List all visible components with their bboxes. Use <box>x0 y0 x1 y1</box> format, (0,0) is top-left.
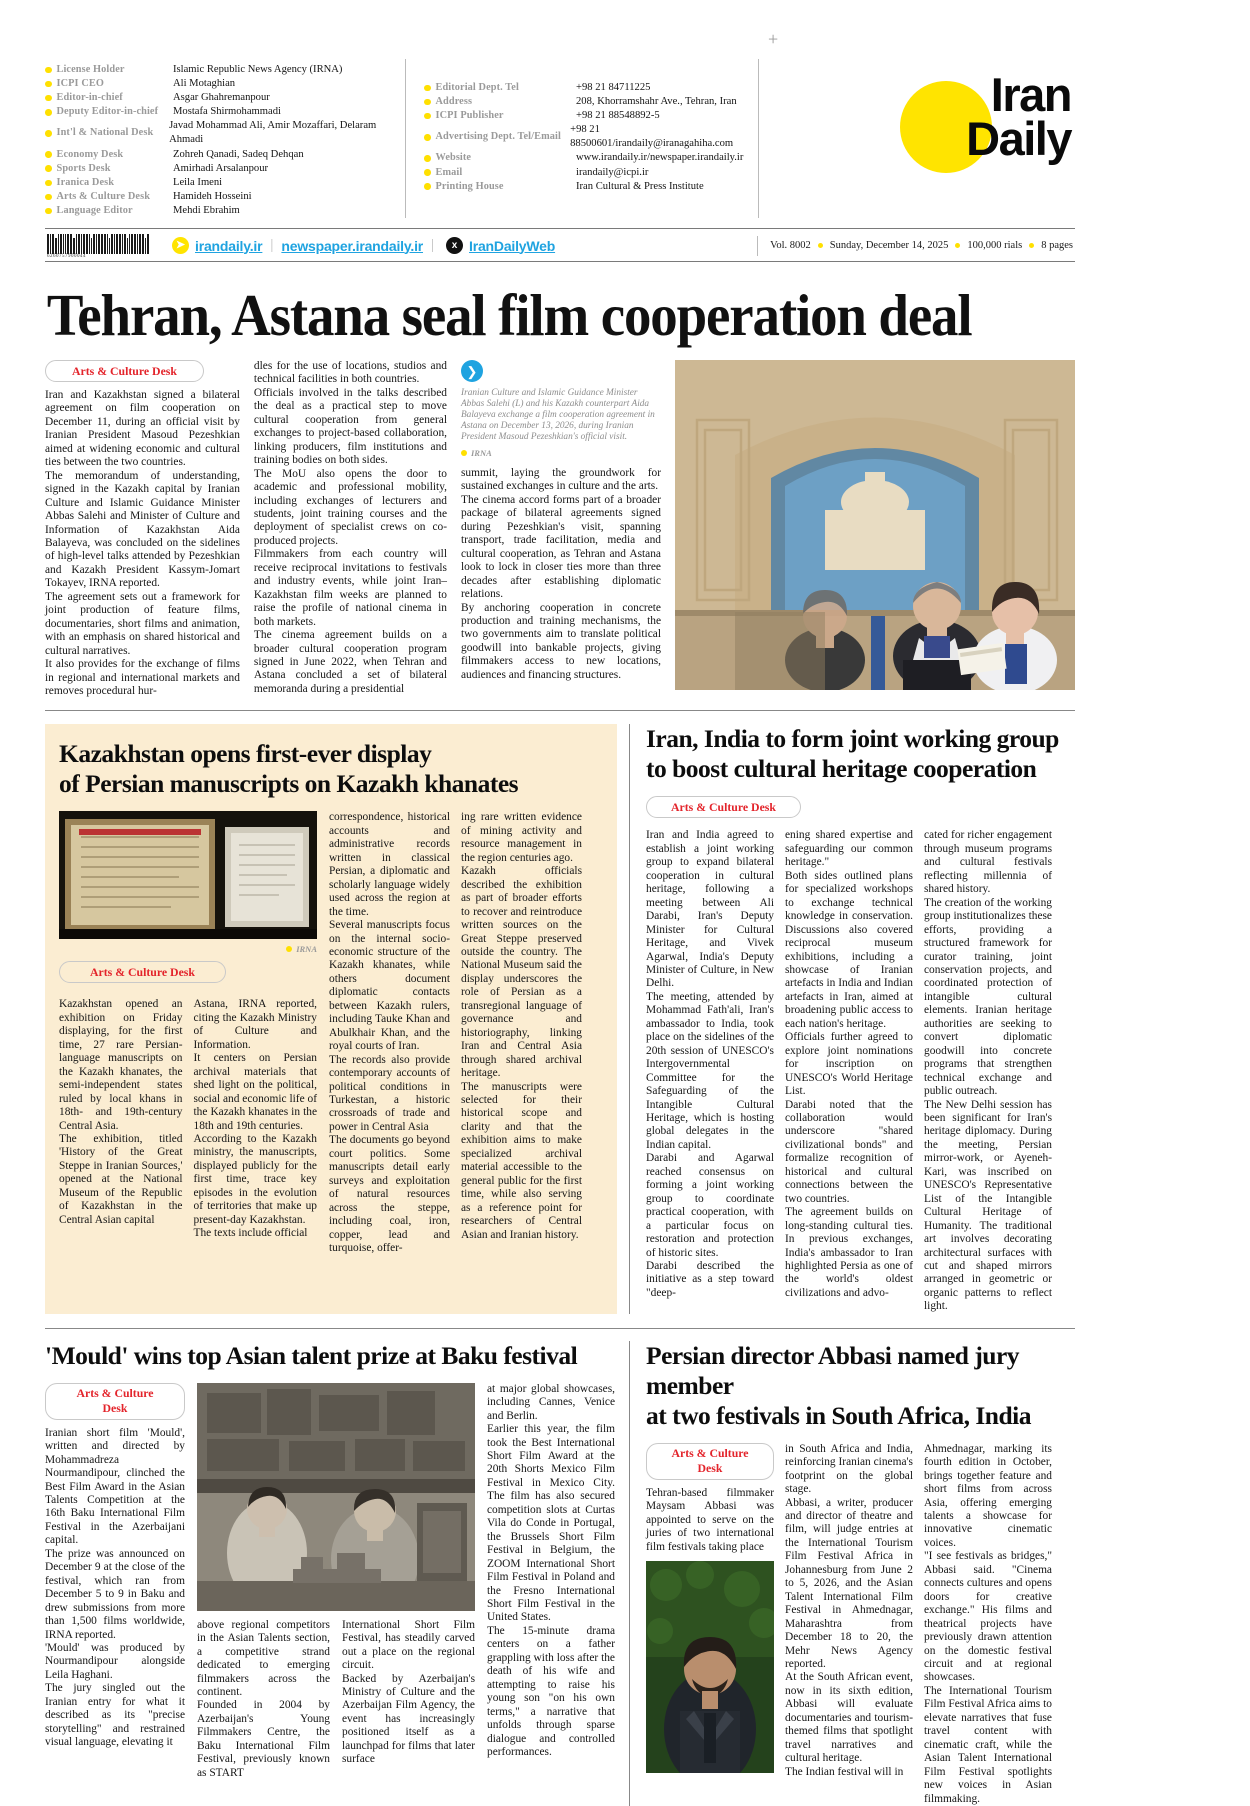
secondary-section <box>45 724 1075 1313</box>
barcode-bar <box>52 234 54 254</box>
kaz-text-2 <box>461 811 582 1242</box>
lead-column-2 <box>254 360 447 698</box>
barcode-bar <box>73 238 75 254</box>
india-text-2 <box>785 829 913 1300</box>
bullet-dot-icon <box>424 155 431 162</box>
section-rule-1 <box>45 710 1075 711</box>
imprint-label: Website <box>424 151 576 165</box>
imprint-row <box>45 91 405 105</box>
paragraph: The records also provide contemporary accounts of political conditions in Turkestan, a historic crossroads of trade and power in Central Asia <box>329 1053 450 1133</box>
kazakhstan-headline <box>59 739 603 799</box>
paragraph: The jury singled out the Iranian entry for what it described as its "precise storytelling" and restrained visual language, elevating it <box>45 1682 185 1749</box>
paragraph: Founded in 2004 by Azerbaijan's Young Filmmakers Centre, the Baku International Film Festival, previously known as START <box>197 1699 330 1779</box>
kazakhstan-photo <box>59 811 317 939</box>
india-col-3 <box>924 829 1052 1313</box>
abbasi-article <box>629 1341 1075 1806</box>
barcode-bar <box>81 234 82 254</box>
barcode-bar <box>76 234 77 254</box>
barcode-bar <box>67 234 69 254</box>
barcode-bar <box>55 238 57 254</box>
barcode-bar <box>142 234 144 254</box>
mould-text-4 <box>487 1383 615 1760</box>
paragraph: ening shared expertise and safeguarding our common heritage." <box>785 829 913 869</box>
paragraph: The Indian festival will in <box>785 1765 904 1778</box>
imprint-value: Islamic Republic News Agency (IRNA) <box>173 64 343 75</box>
kaz-lower-col-1 <box>59 998 183 1240</box>
mould-text-1 <box>45 1427 185 1750</box>
imprint-value: irandaily@icpi.ir <box>576 166 649 178</box>
paragraph: Officials further agreed to explore joint nominations for inscription on UNESCO's World Heritage List. <box>785 1031 913 1098</box>
imprint-row <box>45 148 405 162</box>
bullet-dot-icon <box>45 208 52 215</box>
barcode-bar <box>63 234 64 254</box>
lead-column-3 <box>461 360 661 698</box>
imprint-value: Javad Mohammad Ali, Amir Mozaffari, Delaram Ahmadi <box>169 120 377 146</box>
issue-dot-2 <box>955 243 960 248</box>
paragraph: Abbasi, a writer, producer and director of theatre and film, will judge entries at the International Tourism Film Festival Africa in Johannesburg from June 2 to 5, 2026, and the Asian Talent International Film Festival in Ahmednagar, Maharashtra from December 18 to 20, the Mehr News Agency reported. <box>785 1496 913 1671</box>
bullet-dot-icon <box>45 194 52 201</box>
barcode-bar <box>114 234 115 254</box>
paragraph: Darabi described the initiative as a step toward "deep- <box>646 1259 774 1299</box>
imprint-label: Economy Desk <box>45 148 173 162</box>
mould-text-2 <box>197 1619 330 1780</box>
imprint-row <box>424 109 758 123</box>
issue-volume: Vol. 8002 <box>770 240 811 252</box>
imprint-value: www.irandaily.ir/newspaper.irandaily.ir <box>576 152 744 164</box>
social-handle-link[interactable]: IranDailyWeb <box>469 237 556 254</box>
paragraph: It also provides for the exchange of films in regional and international markets and removes procedural hur- <box>45 658 240 697</box>
lead-column-1 <box>45 360 240 698</box>
india-col-2 <box>785 829 913 1313</box>
kaz-headline-line-1: Kazakhstan opens first-ever display <box>59 739 432 769</box>
imprint-label: Iranica Desk <box>45 176 173 190</box>
logo-line-2: Daily <box>966 112 1071 165</box>
kaz-lower-text-2 <box>194 998 318 1240</box>
kaz-headline-line-2: of Persian manuscripts on Kazakh khanates <box>59 769 519 799</box>
imprint-row <box>45 190 405 204</box>
barcode-bar <box>145 238 146 254</box>
barcode-bar <box>131 234 133 254</box>
crop-mark-top: + <box>768 29 779 49</box>
india-headline-line-1: Iran, India to form joint working group <box>646 724 1059 754</box>
imprint-row <box>45 162 405 176</box>
imprint-right <box>406 57 758 194</box>
imprint-row <box>45 119 405 147</box>
desk-badge-india[interactable]: Arts & Culture Desk <box>646 796 801 818</box>
imprint-value: 208, Khorramshahr Ave., Tehran, Iran <box>576 96 737 108</box>
imprint-label: Advertising Dept. Tel/Email <box>424 123 570 151</box>
barcode-bar <box>137 234 138 254</box>
lead-headline: Tehran, Astana seal film cooperation deal <box>46 282 972 349</box>
imprint-label: Arts & Culture Desk <box>45 190 173 204</box>
imprint-label: Editorial Dept. Tel <box>424 81 576 95</box>
barcode-bar <box>65 234 66 254</box>
paragraph: The agreement builds on long-standing cultural ties. In previous exchanges, India's ambassador to Iran highlighted Persia as one of the world's oldest civilizations and advo- <box>785 1206 913 1299</box>
abbasi-text-2 <box>785 1443 913 1779</box>
imprint-label: Address <box>424 95 576 109</box>
imprint-row <box>45 204 405 218</box>
india-headline-line-2: to boost cultural heritage cooperation <box>646 754 1037 784</box>
imprint-value: Mostafa Shirmohammadi <box>173 106 281 118</box>
masthead-logo[interactable] <box>759 57 1075 173</box>
site-link[interactable]: irandaily.ir <box>195 237 263 254</box>
lead-photo-caption: Iranian Culture and Islamic Guidance Minister Abbas Salehi (L) and his Kazakh counterpart Aida Balayeva exchange a film cooperation agreement in Astana on December 13, 2026, during Iranian President Masoud Pezeshkian's official visit. <box>461 388 655 443</box>
play-arrow-icon: ➤ <box>172 237 189 254</box>
paragraph: Astana, IRNA reported, citing the Kazakh Ministry of Culture and Information. <box>193 998 317 1051</box>
paragraph: Backed by Azerbaijan's Ministry of Culture and the Azerbaijan Film Agency, the event has increasingly positioned itself as a launchpad for films that later surface <box>342 1672 475 1766</box>
kazakhstan-article <box>45 724 617 1313</box>
paragraph: at major global showcases, including Cannes, Venice and Berlin. <box>487 1382 615 1422</box>
workshop-scene-illustration <box>197 1383 475 1611</box>
paragraph: Ahmednagar, marking its fourth edition in October, brings together feature and short films from across Asia, offering emerging talents a showcase for innovative cinematic voices. <box>924 1442 1052 1549</box>
bullet-dot-icon <box>45 151 52 158</box>
imprint-row <box>424 166 758 180</box>
bullet-dot-icon <box>45 109 52 116</box>
barcode-bar <box>98 234 100 254</box>
barcode-bar <box>119 234 121 254</box>
paragraph: Tehran-based filmmaker Maysam Abbasi was appointed to serve on the juries of two international film festivals taking place <box>646 1486 774 1553</box>
bullet-dot-icon <box>424 183 431 190</box>
paragraph: Kazakh officials described the exhibition as part of broader efforts to recover and reintroduce written sources on the Great Steppe preserved outside the country. The National Museum said the display underscores the role of Persian as a transregional language of governance and historiography, linking Iran and Central Asia through shared archival heritage. <box>461 865 582 1080</box>
india-headline <box>646 724 1075 784</box>
imprint-label: License Holder <box>45 63 173 77</box>
paragraph: Darabi and Agarwal reached consensus on forming a joint working group to coordinate practical cooperation, with a particular focus on restoration and protection of historic sites. <box>646 1152 774 1259</box>
kaz-text-1 <box>329 811 450 1255</box>
bullet-dot-icon <box>424 134 431 141</box>
paragraph: It centers on Persian archival materials that shed light on the political, social and economic life of the Kazakh khanates in the 18th and 19th centuries. <box>193 1052 317 1132</box>
paragraph: According to the Kazakh ministry, the manuscripts, displayed publicly for the first time, trace key episodes in the evolution of territories that make up present-day Kazakhstan. <box>193 1132 317 1226</box>
paragraph: The memorandum of understanding, signed in the Kazakh capital by Iranian Culture and Islamic Guidance Minister Abbas Salehi and Minister of Culture and Information of Kazakhstan Aida Balayeva, was concluded on the sidelines of high-level talks attended by Pezeshkian and Kazakh President Kassym-Jomart Tokayev, IRNA reported. <box>45 469 240 590</box>
bullet-dot-icon <box>45 67 52 74</box>
x-twitter-icon[interactable]: x <box>446 237 463 254</box>
abbasi-text-1 <box>646 1487 774 1554</box>
barcode-bar <box>96 234 97 254</box>
barcode-bar <box>111 234 113 254</box>
desk-badge-mould[interactable]: Arts & Culture Desk <box>45 1383 185 1420</box>
imprint-row <box>424 123 758 151</box>
barcode-bar <box>101 234 103 254</box>
paragraph: The texts include official <box>193 1227 308 1240</box>
barcode-bar <box>91 238 92 254</box>
abbasi-text-3 <box>924 1443 1052 1806</box>
kaz-lower-text-1 <box>59 998 183 1227</box>
abbasi-photo <box>646 1561 774 1773</box>
newspaper-page <box>45 57 1075 1806</box>
imprint-row <box>45 105 405 119</box>
imprint-label: Language Editor <box>45 204 173 218</box>
barcode-bar <box>129 234 130 254</box>
desk-badge-kazakhstan[interactable]: Arts & Culture Desk <box>59 961 226 983</box>
bottom-section <box>45 1328 1075 1806</box>
barcode-bar <box>78 234 80 254</box>
mould-article <box>45 1341 617 1806</box>
paragraph: ing rare written evidence of mining activity and resource management in the region centuries ago. <box>461 811 582 864</box>
paragraph: Officials involved in the talks described the deal as a practical step to move cultural cooperation from general exchanges to project-based collaboration, linking producers, film institutions and training bodies on both sides. <box>253 386 447 467</box>
barcode-bar <box>104 234 106 254</box>
bullet-dot-icon <box>45 81 52 88</box>
imprint-label: Email <box>424 166 576 180</box>
imprint-value: Hamideh Hosseini <box>173 190 252 202</box>
barcode-bar <box>134 234 136 254</box>
portrait-illustration <box>646 1561 774 1773</box>
paragraph: Darabi noted that the collaboration would underscore "shared civilizational bonds" and formalize recognition of historical and cultural connections between the two countries. <box>785 1098 913 1205</box>
bullet-dot-icon <box>424 85 431 92</box>
barcode-bar <box>70 234 72 254</box>
barcode-bar <box>93 234 95 254</box>
paragraph: Earlier this year, the film took the Best International Short Film Award at the 20th Shorts Mexico Film Festival in Mexico City. The film has also secured competition slots at Curtas Vila do Conde in Portugal, the Brussels Short Film Festival in Belgium, the ZOOM International Short Film Festival in Poland and the Fresno International Short Film Festival in the United States. <box>487 1423 615 1624</box>
mould-photo-column <box>197 1383 475 1780</box>
abbasi-headline <box>646 1341 1075 1431</box>
masthead <box>45 57 1075 229</box>
barcode-number: 6260757900044 <box>47 254 86 260</box>
credit-dot-icon <box>461 450 467 456</box>
barcode-bar <box>47 234 49 254</box>
kaz-col-2 <box>461 811 582 1255</box>
barcode-bar <box>50 234 51 254</box>
barcode-bar <box>122 234 123 254</box>
barcode-bar <box>107 234 108 254</box>
paragraph: in South Africa and India, reinforcing Iranian cinema's footprint on the global stage. <box>785 1442 913 1496</box>
mould-text-3 <box>342 1619 475 1767</box>
india-text-1 <box>646 829 774 1300</box>
lead-text-3 <box>461 467 661 682</box>
chevron-right-icon[interactable]: ❯ <box>461 360 483 382</box>
barcode-bar <box>147 234 149 254</box>
paragraph: The documents go beyond court politics. Some manuscripts detail early surveys and exploitation of natural resources across the steppe, including coal, iron, copper, lead and turquoise, offer- <box>329 1134 450 1254</box>
paragraph: Kazakhstan opened an exhibition on Friday displaying, for the first time, 27 rare Persian-language manuscripts on the Kazakh khanates, the semi-independent states ruled by local khans in 18th- and 19th-century Central Asia. <box>59 998 183 1132</box>
imprint-value: +98 21 88500601/irandaily@iranagahiha.com <box>570 124 734 150</box>
paragraph: The prize was announced on December 9 at the close of the festival, which ran from December 5 to 9 in Baku and drew submissions from more than 1,500 films worldwide, IRNA reported. <box>45 1547 185 1641</box>
mould-right-column <box>487 1383 615 1780</box>
barcode-bar <box>89 234 90 254</box>
imprint-row <box>424 81 758 95</box>
abbasi-headline-line-2: at two festivals in South Africa, India <box>646 1400 1031 1430</box>
imprint-label: Sports Desk <box>45 162 173 176</box>
kaz-col-1 <box>329 811 450 1255</box>
logo-line-1: Iran <box>990 68 1071 121</box>
paragraph: Iran and Kazakhstan signed a bilateral agreement on film cooperation on December 11, during an official visit by Iranian President Masoud Pezeshkian aimed at widening economic and cultural ties between the two countries. <box>45 389 240 469</box>
paragraph: The 15-minute drama centers on a father grappling with loss after the death of his wife and attempting to raise his young son "on his own terms," a narrative that unfolds through sparse dialogue and controlled performances. <box>487 1624 615 1758</box>
nav-divider-2: | <box>431 237 435 254</box>
india-text-3 <box>924 829 1052 1313</box>
bullet-dot-icon <box>45 165 52 172</box>
paragraph: The exhibition, titled 'History of the Great Steppe in Iranian Sources,' opened at the National Museum of the Republic of Kazakhstan in the Central Asian capital <box>59 1132 183 1226</box>
abbasi-col-3 <box>924 1443 1052 1806</box>
paragraph: Iran and India agreed to establish a joint working group to expand bilateral cooperation in cultural heritage, following a meeting between Ali Darabi, Iran's Deputy Minister for Cultural Heritage, and Vivek Agarwal, India's Deputy Minister of Culture, in New Delhi. <box>646 829 774 990</box>
mould-lower-col-1 <box>197 1619 330 1780</box>
paragraph: The MoU also opens the door to academic and professional mobility, including exchanges of lecturers and students, joint training courses and the deployment of specialist crews on co-produced projects. <box>253 467 447 547</box>
issue-price: 100,000 rials <box>967 240 1023 252</box>
imprint-row <box>45 63 405 77</box>
paragraph: The manuscripts were selected for their historical scope and clarity and that the exhibition aims to make specialized archival material accessible to the general public for the first time, while also serving as a reference point for researchers of Central Asian and Iranian history. <box>461 1080 582 1241</box>
desk-badge-lead[interactable]: Arts & Culture Desk <box>45 360 204 382</box>
kazakhstan-photo-column <box>59 811 317 1255</box>
lead-text-2 <box>254 360 447 696</box>
barcode-bar <box>86 234 88 254</box>
imprint-row <box>424 95 758 109</box>
imprint-label: Printing House <box>424 180 576 194</box>
paper-site-link[interactable]: newspaper.irandaily.ir <box>281 237 424 254</box>
paragraph: dles for the use of locations, studios and technical facilities in both countries. <box>253 360 447 386</box>
barcode-bar <box>116 234 118 254</box>
kazakhstan-photo-credit <box>59 944 317 954</box>
imprint-value: +98 21 88548892-5 <box>576 110 660 122</box>
mould-headline: 'Mould' wins top Asian talent prize at Baku festival <box>45 1340 578 1370</box>
abbasi-headline-line-1: Persian director Abbasi named jury member <box>646 1340 1020 1400</box>
abbasi-col-1 <box>646 1443 774 1806</box>
lead-photo-illustration <box>675 360 1075 690</box>
imprint-row <box>424 151 758 165</box>
imprint-label: ICPI Publisher <box>424 109 576 123</box>
issue-pages: 8 pages <box>1041 240 1073 252</box>
barcode-bar <box>139 234 141 254</box>
india-col-1 <box>646 829 774 1313</box>
paragraph: 'Mould' was produced by Nourmandipour alongside Leila Haghani. <box>45 1642 185 1681</box>
lead-text-1 <box>45 389 240 698</box>
lead-article <box>45 358 1075 698</box>
bullet-dot-icon <box>424 99 431 106</box>
paragraph: summit, laying the groundwork for sustained exchanges in culture and the arts. <box>461 467 661 493</box>
barcode-bar <box>127 238 128 254</box>
lead-photo-credit <box>461 448 661 458</box>
paragraph: By anchoring cooperation in concrete production and training mechanisms, the two governments aim to translate political goodwill into bankable projects, giving filmmakers access to new locations, audiences and financing structures. <box>461 601 661 681</box>
abbasi-col-2 <box>785 1443 913 1806</box>
credit-label: IRNA <box>471 448 492 459</box>
bullet-dot-icon <box>45 130 52 137</box>
imprint-row <box>45 77 405 91</box>
paragraph: The cinema agreement builds on a broader cultural cooperation program signed in June 2022, when Tehran and Astana concluded a set of bilateral memoranda during a presidential <box>253 629 447 695</box>
kaz-credit-dot-icon <box>286 946 292 952</box>
bullet-dot-icon <box>424 113 431 120</box>
kaz-credit-label: IRNA <box>296 944 317 955</box>
imprint-label: Deputy Editor-in-chief <box>45 105 173 119</box>
bullet-dot-icon <box>424 169 431 176</box>
lead-photo-column <box>675 360 1075 698</box>
imprint-value: Zohreh Qanadi, Sadeq Dehqan <box>173 148 304 160</box>
imprint-row <box>45 176 405 190</box>
imprint-value: Asgar Ghahremanpour <box>173 92 270 104</box>
nav-strip <box>45 229 1075 262</box>
issue-info <box>757 236 1073 256</box>
paragraph: Both sides outlined plans for specialized workshops to exchange technical knowledge in conservation. Discussions also covered reciprocal museum exhibitions, including a showcase of Iranian artefacts in India and Indian artefacts in Iran, aimed at broadening public access to each nation's heritage. <box>785 869 913 1030</box>
issue-date: Sunday, December 14, 2025 <box>829 240 949 252</box>
imprint-value: Amirhadi Arsalanpour <box>173 162 269 174</box>
bullet-dot-icon <box>45 180 52 187</box>
imprint-label: Int'l & National Desk <box>45 119 169 147</box>
imprint-left <box>45 57 405 218</box>
mould-photo <box>197 1383 475 1611</box>
paragraph: cated for richer engagement through museum programs and cultural festivals reflecting millennia of shared history. <box>924 829 1052 896</box>
paragraph: The International Tourism Film Festival Africa aims to elevate narratives that fuse travel content with cinematic craft, while the Asian Talent International Film Festival spotlights new voices in Asian filmmaking. <box>924 1684 1052 1805</box>
imprint-value: Ali Motaghian <box>173 78 236 90</box>
india-article <box>629 724 1075 1313</box>
barcode-bar <box>109 238 110 254</box>
paragraph: At the South African event, now in its sixth edition, Abbasi will evaluate documentaries and tourism-themed films that spotlight travel narratives and cultural heritage. <box>785 1671 913 1765</box>
issue-dot-1 <box>818 243 823 248</box>
paragraph: Several manuscripts focus on the internal socio-economic structure of the Kazakh khanates, while others document diplomatic contacts between Kazakh rulers, including Tauke Khan and Abulkhair Khan, and the royal courts of Iran. <box>329 919 450 1053</box>
paragraph: Filmmakers from each country will receive reciprocal invitations to festivals and industry events, while joint Iran–Kazakhstan film weeks are planned to raise the profile of national cinema in both markets. <box>253 548 447 628</box>
barcode-bar <box>83 234 85 254</box>
imprint-value: Iran Cultural & Press Institute <box>576 180 704 192</box>
lead-photo <box>675 360 1075 690</box>
issue-dot-3 <box>1029 243 1034 248</box>
paragraph: The New Delhi session has been significant for Iran's heritage diplomacy. During the meeting, Persian mirror-work, or Ayeneh-Kari, was inscribed on UNESCO's Representative List of the Intangible Cultural Heritage of Humanity. The traditional art involves decorating architectural surfaces with cut and shaped mirrors arranged in geometric or organic patterns to reflect light. <box>924 1098 1052 1313</box>
imprint-row <box>424 180 758 194</box>
nav-divider-1: | <box>270 237 274 254</box>
paragraph: correspondence, historical accounts and administrative records written in classical Persian, a diplomatic and scholarly language widely used across the region at the time. <box>329 811 450 918</box>
paragraph: International Short Film Festival, has steadily carved out a place on the regional circuit. <box>342 1618 475 1672</box>
paragraph: above regional competitors in the Asian Talents section, a competitive strand dedicated to emerging filmmakers across the continent. <box>197 1618 330 1699</box>
paragraph: The cinema accord forms part of a broader package of bilateral agreements signed during Pezeshkian's visit, spanning transport, trade facilitation, media and cultural cooperation, as Tehran and Astana look to lock in closer ties more than three decades after establishing diplomatic relations. <box>461 493 661 601</box>
kaz-lower-col-2 <box>194 998 318 1240</box>
manuscript-display-illustration <box>59 811 317 939</box>
paragraph: Iranian short film 'Mould', written and directed by Mohammadreza Nourmandipour, clinched the Best Film Award in the Asian Talents Competition at the 16th Baku International Film Festival in the Azerbaijani capital. <box>45 1426 185 1547</box>
barcode-bar <box>58 234 59 254</box>
barcode <box>47 232 162 259</box>
mould-left-column <box>45 1383 185 1780</box>
imprint-label: Editor-in-chief <box>45 91 173 105</box>
barcode-bar <box>124 234 126 254</box>
imprint-label: ICPI CEO <box>45 77 173 91</box>
barcode-bar <box>60 234 62 254</box>
paragraph: The meeting, attended by Mohammad Fath'ali, Iran's ambassador to India, took place on the sidelines of the 20th session of UNESCO's Intergovernmental Committee for the Safeguarding of the Intangible Cultural Heritage, which is hosting global delegates in the Indian capital. <box>646 990 774 1151</box>
imprint-value: Leila Imeni <box>173 176 223 188</box>
desk-badge-abbasi[interactable]: Arts & Culture Desk <box>646 1443 774 1480</box>
imprint-value: Mehdi Ebrahim <box>173 204 240 216</box>
bullet-dot-icon <box>45 95 52 102</box>
mould-lower-col-2 <box>342 1619 475 1780</box>
logo-wordmark <box>966 68 1075 165</box>
imprint-value: +98 21 84711225 <box>576 82 651 93</box>
paragraph: The creation of the working group institutionalizes these efforts, providing a structured framework for curator training, joint conservation projects, and coordinated protection of intangible cultural elements. Iranian heritage authorities are seeking to convert diplomatic goodwill into concrete programs that strengthen technical exchange and public outreach. <box>924 896 1052 1098</box>
paragraph: "I see festivals as bridges," Abbasi said. "Cinema connects cultures and opens doors for creative exchange." His films and theatrical projects have previously drawn attention on the domestic festival circuit and at regional showcases. <box>924 1550 1052 1684</box>
paragraph: The agreement sets out a framework for joint production of feature films, documentaries, short films and animation, with an emphasis on shared historical and cultural narratives. <box>45 590 240 657</box>
